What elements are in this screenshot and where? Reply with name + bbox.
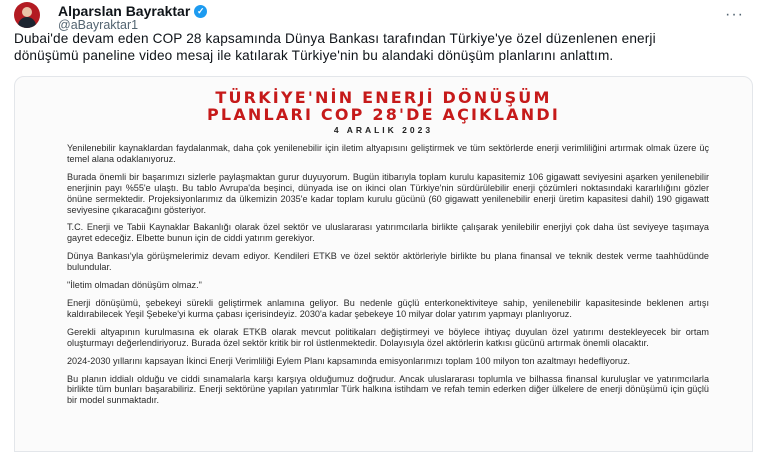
announcement-paragraph: Enerji dönüşümü, şebekeyi sürekli geliştirmek anlamına geliyor. Bu nedenle güçlü enterkonektiviteye sahip, yenilenebilir kapasitesinde beklenen artışı kaldırabilecek Yeşil Şebeke'yi kurma çabası içerisindeyiz. 2030'a kadar şebekeye 10 milyar dolar yatırım yapmayı planlıyoruz. — [67, 297, 709, 319]
avatar[interactable] — [14, 2, 40, 28]
announcement-title-line2: PLANLARI COP 28'DE AÇIKLANDI — [207, 105, 560, 124]
announcement-image[interactable] — [14, 76, 753, 452]
announcement-paragraph: Yenilenebilir kaynaklardan faydalanmak, daha çok yenilenebilir için iletim altyapısını geliştirmek ve tüm sektörlerde enerji verimliliğini artırmak olmak üzere üç temel alana odaklanıyoruz. — [67, 143, 709, 164]
avatar-body — [18, 17, 36, 28]
announcement-paragraph: "İletim olmadan dönüşüm olmaz." — [67, 280, 202, 291]
announcement-body — [67, 143, 709, 413]
announcement-paragraph: Bu planın iddialı olduğu ve ciddi sınamalarla karşı karşıya olduğumuz doğrudur. Ancak uluslararası toplumla ve bilhassa finansal kuruluşlar ve yatırımcılarla birlikte tüm bunları başarabiliriz. Enerji sektörüne yapılan yatırımlar Türk halkına istihdam ve refah temin ederken diğer ülkelere de enerji dönüşümü için güçlü bir model sunmaktadır. — [67, 373, 709, 406]
announcement-paragraph: Burada önemli bir başarımızı sizlerle paylaşmaktan gurur duyuyorum. Bugün itibarıyla toplam kurulu kapasitemiz 106 gigawatt seviyesini aşarken yenilenebilir enerjinin payı %55'e ulaştı. Bu tablo Avrupa'da beşinci, dünyada ise on ikinci olan Türkiye'nin sürdürülebilir enerji çözümleri noktasındaki kararlılığını gözler önüne sermektedir. Projeksiyonlarımız da ülkemizin 2035'e kadar toplam kurulu gücünü (60 gigawatt yenilenebilir enerji üretim kapasitesi dahil) 190 gigawatt seviyesine çıkaracağını gösteriyor. — [67, 171, 709, 215]
avatar-face — [22, 7, 32, 17]
author-name[interactable]: Alparslan Bayraktar — [58, 3, 191, 19]
announcement-title-line1: TÜRKİYE'NİN ENERJİ DÖNÜŞÜM — [215, 88, 552, 107]
post-header — [14, 2, 746, 32]
announcement-date: 4 ARALIK 2023 — [333, 125, 434, 135]
announcement-paragraph: T.C. Enerji ve Tabii Kaynaklar Bakanlığı olarak özel sektör ve uluslararası yatırımcılarla birlikte çalışarak yenilebilir enerjiyi çok daha üst seviyeye taşımaya gayret edeceğiz. Elbette bunun için de ciddi yatırım gerekiyor. — [67, 222, 709, 244]
post-text: Dubai'de devam eden COP 28 kapsamında Dünya Bankası tarafından Türkiye'ye özel düzenlenen enerji dönüşümü paneline video mesaj ile katılarak Türkiye'nin bu alandaki dönüşüm planlarını anlattım. — [14, 31, 656, 63]
author-handle[interactable]: @aBayraktar1 — [58, 18, 139, 32]
more-options-icon[interactable]: ··· — [725, 6, 744, 23]
announcement-paragraph: 2024-2030 yıllarını kapsayan İkinci Enerji Verimliliği Eylem Planı kapsamında emisyonlarımızı toplam 100 milyon ton azaltmayı hedefliyoruz. — [67, 355, 631, 366]
announcement-paragraph: Dünya Bankası'yla görüşmelerimiz devam ediyor. Kendileri ETKB ve özel sektör aktörleriyle birlikte bu plana finansal ve teknik destek verme taahhüdünde bulundular. — [67, 251, 709, 273]
announcement-paragraph: Gerekli altyapının kurulmasına ek olarak ETKB olarak mevcut politikaları değiştirmeyi ve böylece ihtiyaç duyulan özel yatırımı destekleyecek bir ortam oluşturmayı değerlendiriyoruz. Burada özel sektör kritik bir rol üstlenmektedir. Dolayısıyla özel aktörlerin katkısı gücünü artırmak önemli olacaktır. — [67, 326, 709, 348]
author-row — [58, 4, 207, 18]
verified-badge-icon: ✓ — [194, 5, 207, 18]
